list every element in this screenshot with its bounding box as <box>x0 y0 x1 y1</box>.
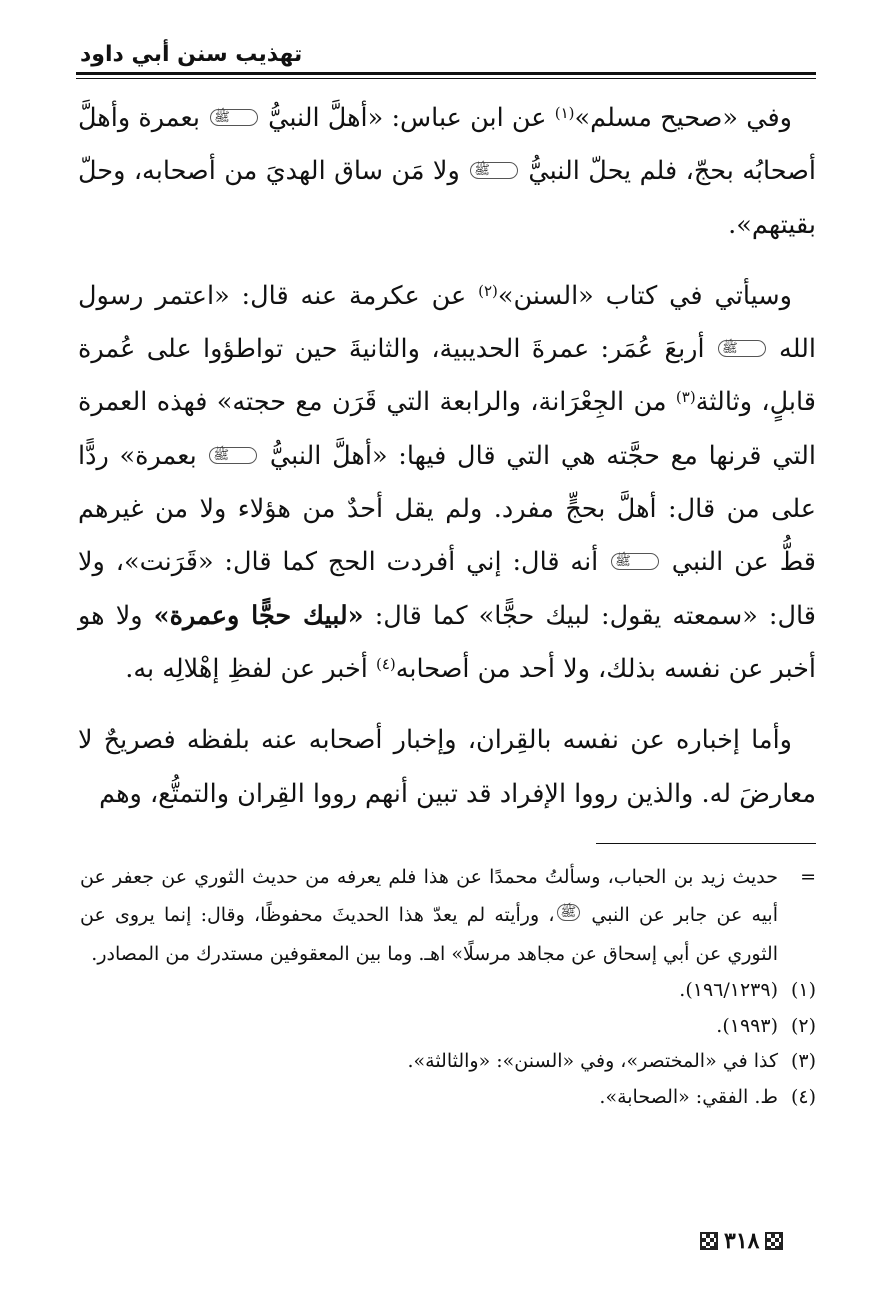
running-header-title: تهذيب سنن أبي داود <box>80 42 303 67</box>
text-run: أربعَ عُمَر: عمرةَ الحديبية، والثانيةَ حين تواطؤوا على عُمرة قابلٍ، وثالثة <box>78 334 816 418</box>
footnote-4 <box>80 1080 816 1116</box>
text-run: عن عكرمة عنه قال: «اعتمر رسول الله <box>78 280 816 365</box>
salla-ligature-icon: ﷺ <box>557 904 581 921</box>
page-number: ٣١٨ <box>724 1228 760 1254</box>
salla-ligature-icon: ﷺ <box>718 340 766 357</box>
text-run: وفي «صحيح مسلم» <box>574 103 792 133</box>
footnote-number: (٤) <box>790 1085 816 1108</box>
text-run: ، ورأيته لم يعدّ هذا الحديثَ محفوظًا، وقال: إنما يروى عن الثوري عن أبي إسحاق عن مجاهد مرسلًا» اهـ. وما بين المعقوفين مستدرك من المصادر. <box>80 904 778 965</box>
footnote-ref-4[interactable]: (٤) <box>375 654 396 673</box>
text-run: بعمرة وأهلَّ أصحابُه بحجّ، فلم يحلّ النبيُّ <box>78 103 816 187</box>
ornament-left-icon <box>700 1232 718 1250</box>
footnote-continuation <box>80 858 816 973</box>
text-run: ولا هو أخبر عن نفسه بذلك، ولا أحد من أصحابه <box>78 600 816 684</box>
paragraph-3: وأما إخباره عن نفسه بالقِران، وإخبار أصحابه عنه بلفظه فصريحٌ لا معارضَ له. والذين رووا الإفراد قد تبين أنهم رووا القِران والتمتُّع، وهم <box>78 725 816 809</box>
text-run: وسيأتي في كتاب «السنن» <box>497 280 792 311</box>
salla-ligature-icon: ﷺ <box>210 109 258 126</box>
page-number-block <box>700 1228 783 1254</box>
paragraph-2 <box>78 270 816 696</box>
bold-quote: «لبيك حجًّا وعمرة» <box>153 600 364 631</box>
footnote-3 <box>80 1044 816 1080</box>
footnote-text: (١٩٩٣). <box>716 1014 778 1037</box>
footnote-separator <box>596 843 816 844</box>
text-run: ولا مَن ساق الهديَ من أصحابه، وحلّ بقيتهم». <box>78 156 816 240</box>
main-text <box>78 92 816 821</box>
salla-ligature-icon: ﷺ <box>611 553 659 570</box>
header-rule-thick <box>76 72 816 75</box>
paragraph-1 <box>78 92 816 252</box>
text-run: بعمرة» ردًّا على من قال: أهلَّ بحجٍّ مفرد. ولم يقل أحدٌ من هؤلاء ولا من غيرهم قطُّ عن النبي <box>78 440 817 578</box>
text-run: عن ابن عباس: «أهلَّ النبيُّ <box>259 103 555 133</box>
text-run: من الجِعْرَانة، والرابعة التي قَرَن مع حجته» فهذه العمرة التي قرنها مع حجَّته هي التي قال فيها: «أهلَّ النبيُّ <box>78 387 817 471</box>
footnote-ref-3[interactable]: (٣) <box>675 388 696 407</box>
footnotes <box>80 858 816 1115</box>
footnote-text: ط. الفقي: «الصحابة». <box>599 1085 778 1108</box>
footnote-number: (١) <box>790 979 816 1002</box>
salla-ligature-icon: ﷺ <box>470 162 518 179</box>
footnote-text: (١٩٦/١٢٣٩). <box>679 979 778 1002</box>
continuation-marker: = <box>800 866 816 888</box>
text-run: أنه قال: إني أفردت الحج كما قال: «قَرَنت»، ولا قال: «سمعته يقول: لبيك حجًّا» كما قال: <box>78 547 816 631</box>
footnote-1 <box>80 973 816 1009</box>
salla-ligature-icon: ﷺ <box>209 447 257 464</box>
ornament-right-icon <box>765 1232 783 1250</box>
footnote-ref-2[interactable]: (٢) <box>478 281 498 300</box>
footnote-ref-1[interactable]: (١) <box>554 104 575 122</box>
footnote-number: (٢) <box>790 1014 816 1037</box>
footnote-text: كذا في «المختصر»، وفي «السنن»: «والثالثة». <box>407 1050 778 1073</box>
text-run: حديث زيد بن الحباب، وسألتُ محمدًا عن هذا فلم يعرفه من حديث الثوري عن جعفر عن أبيه عن جابر عن النبي <box>80 866 778 927</box>
footnote-number: (٣) <box>790 1050 816 1073</box>
footnote-2 <box>80 1009 816 1045</box>
text-run: أخبر عن لفظِ إهْلالِه به. <box>125 653 376 684</box>
header-rule-thin <box>76 78 816 79</box>
